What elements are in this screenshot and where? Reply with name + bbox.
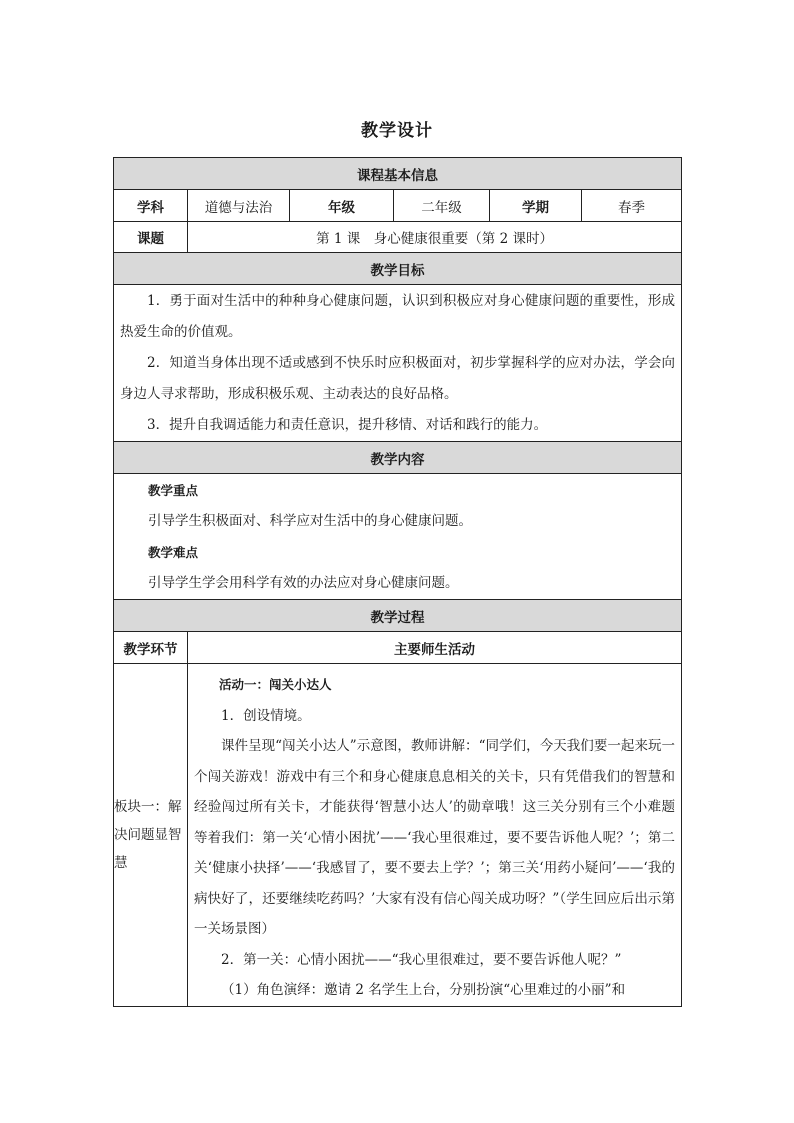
key-point-label: 教学重点 <box>148 482 199 498</box>
topic-value: 第 1 课 身心健康很重要（第 2 课时） <box>188 222 682 253</box>
term-label: 学期 <box>490 190 582 222</box>
grade-label: 年级 <box>290 190 394 222</box>
activity-column-header: 主要师生活动 <box>188 632 682 664</box>
stage-name: 板块一：解决问题显智慧 <box>114 664 188 1007</box>
page-title: 教学设计 <box>361 121 433 141</box>
subject-label: 学科 <box>114 190 188 222</box>
section-header-content: 教学内容 <box>114 442 682 474</box>
term-value: 春季 <box>582 190 682 222</box>
content-cell <box>114 474 682 600</box>
difficult-point-label: 教学难点 <box>148 544 199 560</box>
key-point-text: 引导学生积极面对、科学应对生活中的身心健康问题。 <box>148 512 472 529</box>
activity-title: 活动一：闯关小达人 <box>219 677 332 692</box>
activity-paragraph: 课件呈现“闯关小达人”示意图，教师讲解：“同学们，今天我们要一起来玩一个闯关游戏！游戏中有三个和身心健康息息相关的关卡，只有凭借我们的智慧和经验闯过所有关卡，才能获得‘智慧小达人’的勋章哦！这三关分别有三个小难题等着我们：第一关‘心情小困扰’——‘我心里很难过，要不要告诉他人呢？’；第二关‘健康小抉择’——‘我感冒了，要不要去上学？’；第三关‘用药小疑问’——‘我的病快好了，还要继续吃药吗？’大家有没有信心闯关成功呀？”（学生回应后出示第一关场景图） <box>194 738 676 937</box>
lesson-plan-table <box>113 157 682 1007</box>
activity-paragraph: （1）角色演绎：邀请 2 名学生上台，分别扮演“心里难过的小丽”和 <box>221 982 626 998</box>
section-header-objectives: 教学目标 <box>114 253 682 285</box>
activity-cell <box>188 664 682 1007</box>
subject-value: 道德与法治 <box>188 190 290 222</box>
objective-item: 3．提升自我调适能力和责任意识，提升移情、对话和践行的能力。 <box>147 416 548 433</box>
topic-label: 课题 <box>114 222 188 253</box>
objective-item: 1．勇于面对生活中的种种身心健康问题，认识到积极应对身心健康问题的重要性，形成热爱生命的价值观。 <box>120 292 676 340</box>
section-header-basic-info: 课程基本信息 <box>114 158 682 190</box>
objectives-cell <box>114 285 682 442</box>
difficult-point-text: 引导学生学会用科学有效的办法应对身心健康问题。 <box>148 574 459 591</box>
stage-column-header: 教学环节 <box>114 632 188 664</box>
grade-value: 二年级 <box>394 190 490 222</box>
section-header-process: 教学过程 <box>114 600 682 632</box>
objective-item: 2．知道当身体出现不适或感到不快乐时应积极面对，初步掌握科学的应对办法，学会向身边人寻求帮助，形成积极乐观、主动表达的良好品格。 <box>120 354 676 402</box>
activity-paragraph: 1．创设情境。 <box>221 707 311 724</box>
activity-paragraph: 2．第一关：心情小困扰——“我心里很难过，要不要告诉他人呢？” <box>221 951 622 968</box>
